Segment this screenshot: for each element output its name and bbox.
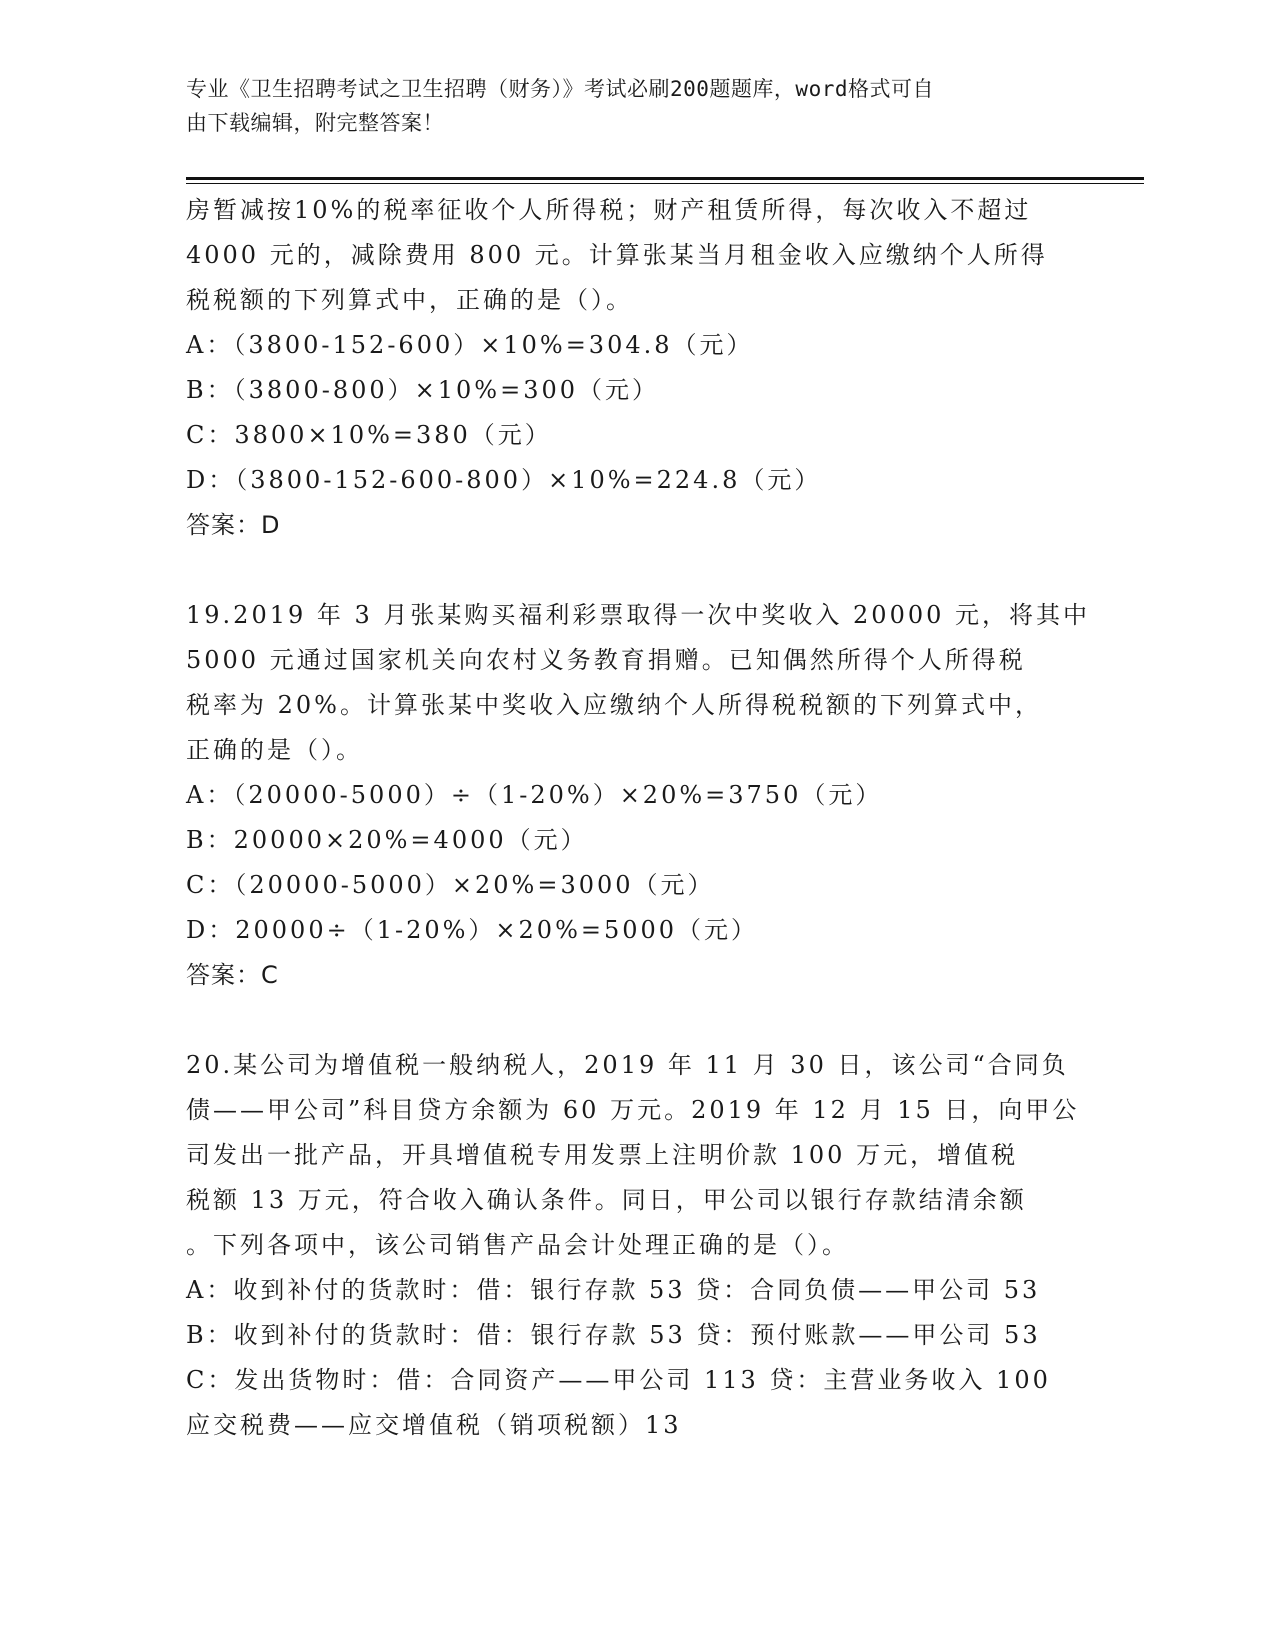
spacer [186,998,1086,1043]
question-text-line: 正确的是（）。 [186,736,363,764]
option-b: B：收到补付的货款时：借：银行存款 53 贷：预付账款——甲公司 53 [186,1321,1041,1349]
document-header [186,72,1066,140]
spacer [186,548,1086,593]
answer-label: 答案：C [186,961,279,989]
question-text-line: 20.某公司为增值税一般纳税人，2019 年 11 月 30 日，该公司“合同负 [186,1051,1069,1079]
option-c: C：3800×10%=380（元） [186,421,552,449]
option-b: B：（3800-800）×10%=300（元） [186,376,660,404]
header-divider-thin [186,183,1144,184]
header-divider-thick [186,177,1144,180]
option-d: D：20000÷（1-20%）×20%=5000（元） [186,916,759,944]
option-a: A：（3800-152-600）×10%=304.8（元） [186,331,754,359]
question-text-line: 司发出一批产品，开具增值税专用发票上注明价款 100 万元，增值税 [186,1141,1019,1169]
option-d: D：（3800-152-600-800）×10%=224.8（元） [186,466,822,494]
question-18-continuation [186,188,1086,548]
question-text-line: 5000 元通过国家机关向农村义务教育捐赠。已知偶然所得个人所得税 [186,646,1026,674]
question-text-line: 。下列各项中，该公司销售产品会计处理正确的是（）。 [186,1231,849,1259]
question-20 [186,1043,1086,1448]
option-c: C：发出货物时：借：合同资产——甲公司 113 贷：主营业务收入 100 [186,1366,1051,1394]
option-c-continuation: 应交税费——应交增值税（销项税额）13 [186,1411,682,1439]
question-text-line: 税额 13 万元，符合收入确认条件。同日，甲公司以银行存款结清余额 [186,1186,1027,1214]
header-line-1: 专业《卫生招聘考试之卫生招聘（财务）》考试必刷200题题库，word格式可自 [186,77,934,101]
header-line-2: 由下载编辑，附完整答案！ [186,111,444,135]
answer-label: 答案：D [186,511,281,539]
option-a: A：（20000-5000）÷（1-20%）×20%=3750（元） [186,781,883,809]
question-text-line: 房暂减按10%的税率征收个人所得税；财产租赁所得，每次收入不超过 [186,196,1032,224]
option-b: B：20000×20%=4000（元） [186,826,588,854]
question-text-line: 19.2019 年 3 月张某购买福利彩票取得一次中奖收入 20000 元，将其中 [186,601,1091,629]
question-19 [186,593,1091,998]
option-a: A：收到补付的货款时：借：银行存款 53 贷：合同负债——甲公司 53 [186,1276,1041,1304]
option-c: C：（20000-5000）×20%=3000（元） [186,871,715,899]
question-text-line: 债——甲公司”科目贷方余额为 60 万元。2019 年 12 月 15 日，向甲公 [186,1096,1080,1124]
question-text-line: 税率为 20%。计算张某中奖收入应缴纳个人所得税税额的下列算式中， [186,691,1042,719]
question-text-line: 税税额的下列算式中，正确的是（）。 [186,286,633,314]
question-text-line: 4000 元的，减除费用 800 元。计算张某当月租金收入应缴纳个人所得 [186,241,1048,269]
document-body [186,188,1091,1448]
